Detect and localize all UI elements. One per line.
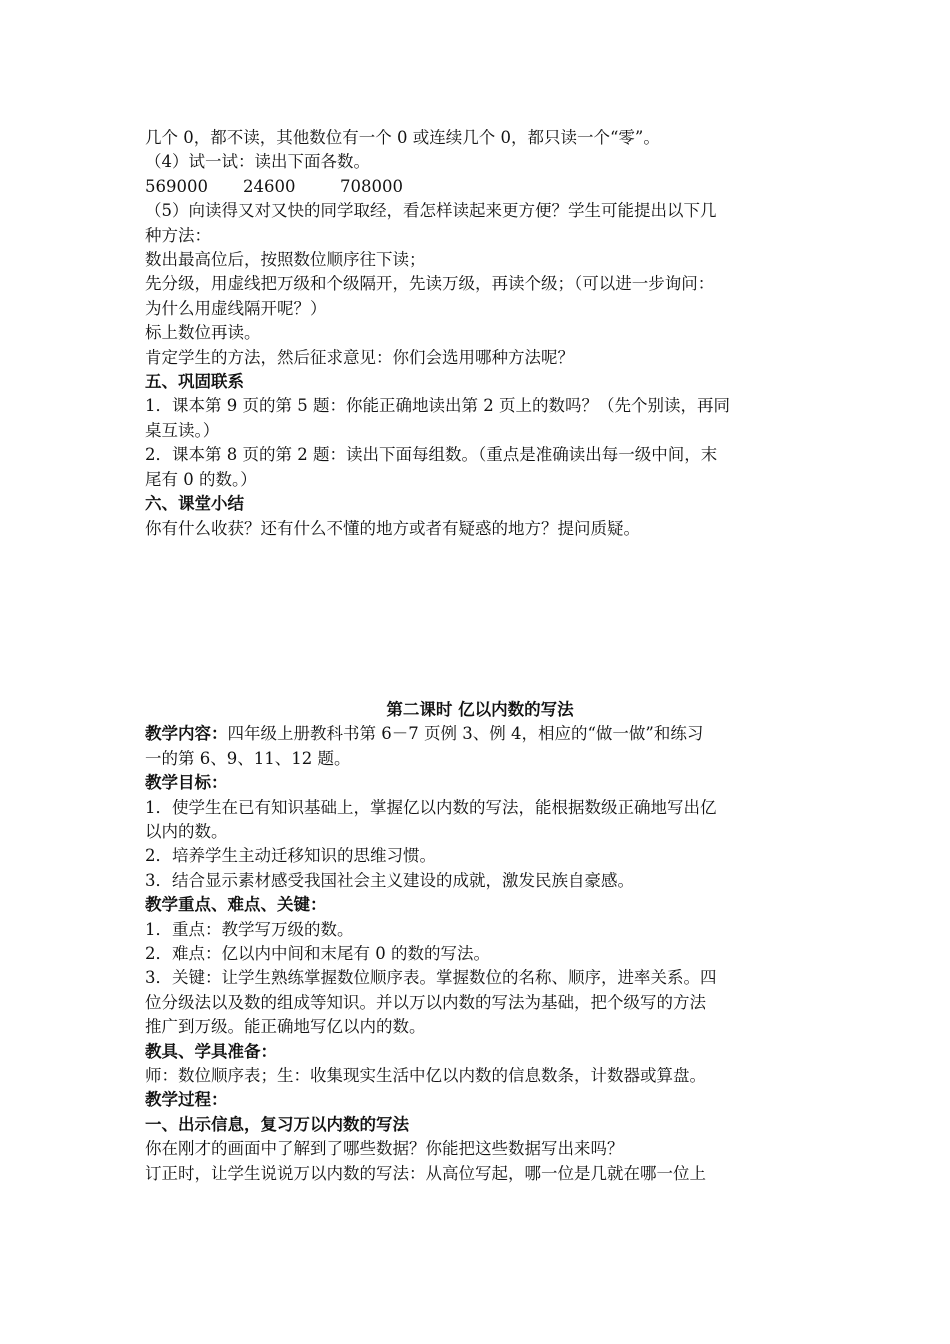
text-line: 1．使学生在已有知识基础上，掌握亿以内数的写法，能根据数级正确地写出亿 — [145, 797, 717, 817]
text-line: 1．重点：教学写万级的数。 — [145, 919, 354, 939]
text-line: 几个 0，都不读，其他数位有一个 0 或连续几个 0，都只读一个“零”。 — [145, 128, 660, 147]
number-item: 569000 — [145, 176, 208, 196]
text-line: 推广到万级。能正确地写亿以内的数。 — [145, 1017, 426, 1037]
text-line: 以内的数。 — [145, 821, 228, 841]
text-line: 先分级，用虚线把万级和个级隔开，先读万级，再读个级；（可以进一步询问： — [145, 274, 715, 294]
label-text: 四年级上册教科书第 6－7 页例 3、例 4，相应的“做一做”和练习 — [227, 724, 704, 744]
content-line — [145, 722, 815, 746]
text-line: 3．结合显示素材感受我国社会主义建设的成就，激发民族自豪感。 — [145, 870, 634, 890]
section-heading: 六、课堂小结 — [145, 494, 244, 514]
number-list — [145, 175, 815, 199]
text-line: 标上数位再读。 — [145, 323, 261, 343]
section-heading: 教学目标： — [145, 773, 228, 793]
section-heading: 一、出示信息，复习万以内数的写法 — [145, 1114, 409, 1134]
text-line: 为什么用虚线隔开呢？） — [145, 298, 327, 318]
section-heading: 教学过程： — [145, 1090, 228, 1110]
document-page — [145, 126, 815, 1186]
text-line: 位分级法以及数的组成等知识。并以万以内数的写法为基础，把个级写的方法 — [145, 992, 706, 1012]
text-line: 1．课本第 9 页的第 5 题：你能正确地读出第 2 页上的数吗？（先个别读，再同 — [145, 396, 730, 416]
spacer — [145, 541, 815, 698]
section-heading: 五、巩固联系 — [145, 372, 244, 392]
text-line: 2．培养学生主动迁移知识的思维习惯。 — [145, 846, 436, 866]
text-line: （4）试一试：读出下面各数。 — [145, 152, 370, 172]
text-line: 肯定学生的方法，然后征求意见：你们会选用哪种方法呢？ — [145, 347, 574, 367]
section-heading: 教学重点、难点、关键： — [145, 895, 327, 915]
text-line: 2．课本第 8 页的第 2 题：读出下面每组数。（重点是准确读出每一级中间，末 — [145, 445, 718, 465]
label: 教学内容： — [145, 724, 228, 744]
text-line: 订正时，让学生说说万以内数的写法：从高位写起，哪一位是几就在哪一位上 — [145, 1163, 706, 1183]
text-line: 师：数位顺序表；生：收集现实生活中亿以内数的信息数条，计数器或算盘。 — [145, 1066, 706, 1085]
text-line: 你有什么收获？还有什么不懂的地方或者有疑惑的地方？提问质疑。 — [145, 518, 640, 538]
text-line: 一的第 6、9、11、12 题。 — [145, 748, 351, 768]
lesson-title: 第二课时 亿以内数的写法 — [386, 699, 574, 719]
text-line: 3．关键：让学生熟练掌握数位顺序表。掌握数位的名称、顺序，进率关系。四 — [145, 968, 717, 988]
text-line: （5）向读得又对又快的同学取经，看怎样读起来更方便？学生可能提出以下几 — [145, 201, 717, 221]
text-line: 尾有 0 的数。） — [145, 469, 257, 489]
text-line: 你在刚才的画面中了解到了哪些数据？你能把这些数据写出来吗？ — [145, 1139, 624, 1159]
text-line: 种方法： — [145, 225, 211, 245]
text-line: 桌互读。） — [145, 420, 220, 440]
section-heading: 教具、学具准备： — [145, 1041, 277, 1061]
number-item: 24600 — [243, 176, 296, 196]
number-item: 708000 — [340, 176, 403, 196]
text-line: 数出最高位后，按照数位顺序往下读； — [145, 250, 426, 270]
text-line: 2．难点：亿以内中间和末尾有 0 的数的写法。 — [145, 943, 490, 963]
